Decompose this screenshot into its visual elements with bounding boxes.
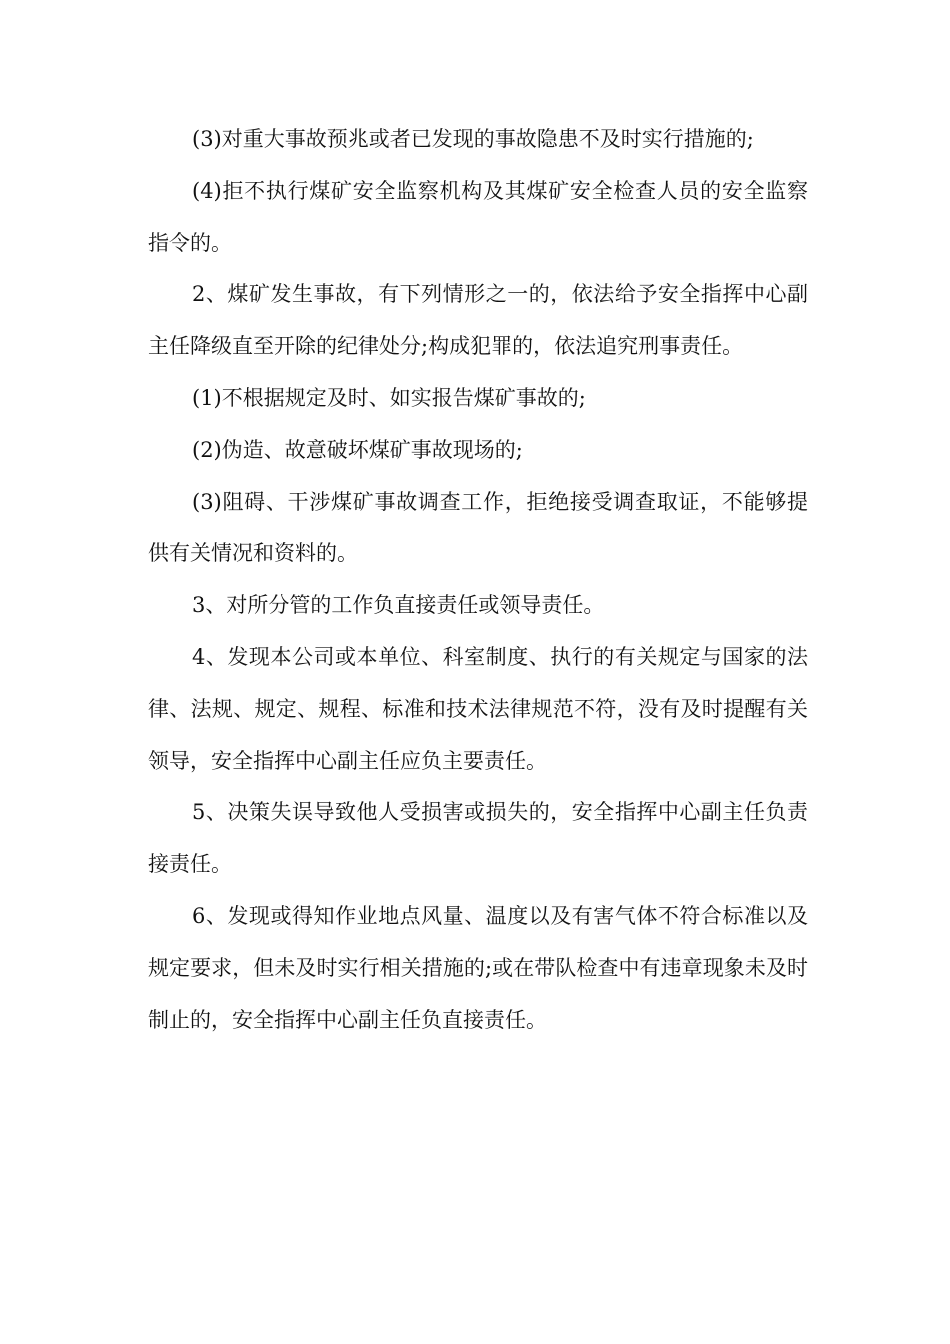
paragraph: (3)阻碍、干涉煤矿事故调查工作，拒绝接受调查取证，不能够提供有关情况和资料的。 (148, 489, 808, 566)
paragraph: (1)不根据规定及时、如实报告煤矿事故的; (192, 385, 586, 410)
document-body (148, 114, 808, 1046)
paragraph: (2)伪造、故意破坏煤矿事故现场的; (192, 437, 523, 462)
paragraph: (3)对重大事故预兆或者已发现的事故隐患不及时实行措施的; (192, 127, 754, 151)
paragraph: 6、发现或得知作业地点风量、温度以及有害气体不符合标准以及规定要求，但未及时实行相关措施的;或在带队检查中有违章现象未及时制止的，安全指挥中心副主任负直接责任。 (148, 903, 808, 1032)
paragraph: 5、决策失误导致他人受损害或损失的，安全指挥中心副主任负责接责任。 (148, 800, 808, 877)
paragraph: 2、煤矿发生事故，有下列情形之一的，依法给予安全指挥中心副主任降级直至开除的纪律处分;构成犯罪的，依法追究刑事责任。 (148, 282, 808, 359)
paragraph: 3、对所分管的工作负直接责任或领导责任。 (192, 593, 605, 618)
paragraph: 4、发现本公司或本单位、科室制度、执行的有关规定与国家的法律、法规、规定、规程、标准和技术法律规范不符，没有及时提醒有关领导，安全指挥中心副主任应负主要责任。 (148, 644, 808, 773)
paragraph: (4)拒不执行煤矿安全监察机构及其煤矿安全检查人员的安全监察指令的。 (148, 178, 808, 255)
